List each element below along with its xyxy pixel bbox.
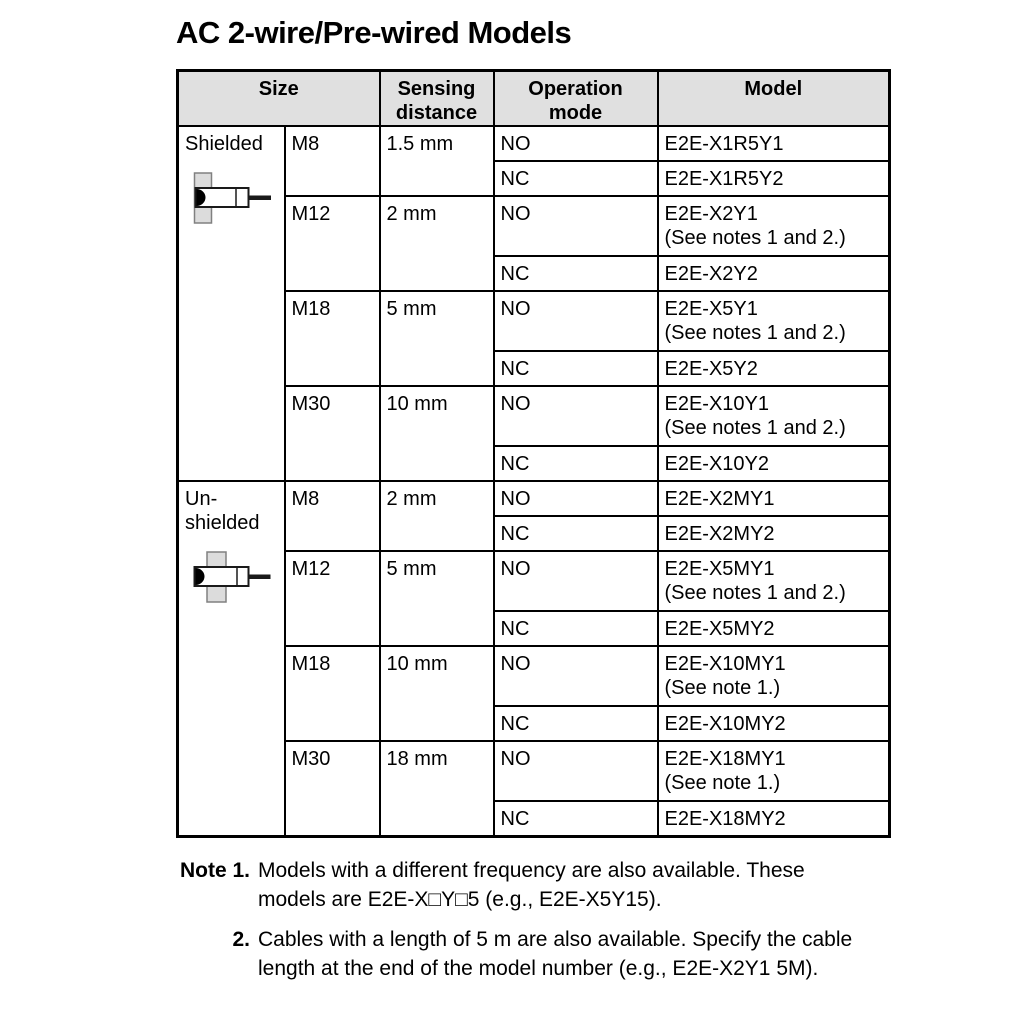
col-header-operation-mode: Operation mode bbox=[494, 71, 658, 127]
operation-mode-cell: NC bbox=[494, 161, 658, 196]
operation-mode-cell: NO bbox=[494, 481, 658, 516]
model-cell bbox=[658, 196, 890, 256]
operation-mode-cell: NO bbox=[494, 551, 658, 611]
operation-mode-cell: NC bbox=[494, 516, 658, 551]
model-number: E2E-X2Y2 bbox=[664, 263, 758, 285]
size-cell: M18 bbox=[285, 291, 380, 386]
model-cell bbox=[658, 291, 890, 351]
operation-mode-cell: NO bbox=[494, 291, 658, 351]
operation-mode-cell: NC bbox=[494, 256, 658, 291]
table-row bbox=[178, 741, 890, 801]
model-number: E2E-X2MY2 bbox=[664, 523, 775, 545]
model-note-ref: (See notes 1 and 2.) bbox=[664, 582, 846, 604]
model-cell bbox=[658, 741, 890, 801]
model-cell bbox=[658, 126, 890, 161]
sensing-distance-cell: 10 mm bbox=[380, 646, 494, 741]
sensing-distance-cell: 5 mm bbox=[380, 291, 494, 386]
models-table bbox=[176, 69, 891, 838]
operation-mode-cell: NC bbox=[494, 801, 658, 836]
operation-mode-cell: NC bbox=[494, 446, 658, 481]
model-cell bbox=[658, 646, 890, 706]
model-cell bbox=[658, 351, 890, 386]
size-cell: M8 bbox=[285, 126, 380, 196]
operation-mode-cell: NO bbox=[494, 646, 658, 706]
note-1-text: Models with a different frequency are also available. These models are E2E-X□Y□5 (e.g., E2E-X5Y15). bbox=[258, 858, 805, 911]
model-cell bbox=[658, 256, 890, 291]
size-group-unshielded bbox=[178, 481, 285, 836]
size-group-label: Un-shielded bbox=[185, 488, 260, 534]
operation-mode-cell: NC bbox=[494, 706, 658, 741]
col-header-model: Model bbox=[658, 71, 890, 127]
shielded-sensor-icon bbox=[193, 172, 283, 224]
model-note-ref: (See notes 1 and 2.) bbox=[664, 417, 846, 439]
note-2 bbox=[176, 925, 866, 983]
model-number: E2E-X2MY1 bbox=[664, 488, 775, 510]
sensing-distance-cell: 2 mm bbox=[380, 196, 494, 291]
note-2-label: 2. bbox=[232, 927, 250, 951]
model-cell bbox=[658, 516, 890, 551]
size-cell: M12 bbox=[285, 196, 380, 291]
note-1-label: Note 1. bbox=[179, 858, 250, 882]
page-title: AC 2-wire/Pre-wired Models bbox=[176, 15, 572, 50]
model-note-ref: (See notes 1 and 2.) bbox=[664, 322, 846, 344]
model-number: E2E-X10MY1 bbox=[664, 653, 786, 675]
model-number: E2E-X1R5Y1 bbox=[664, 133, 784, 155]
operation-mode-cell: NO bbox=[494, 741, 658, 801]
model-cell bbox=[658, 481, 890, 516]
sensing-distance-cell: 10 mm bbox=[380, 386, 494, 481]
table-row bbox=[178, 196, 890, 256]
model-number: E2E-X5MY2 bbox=[664, 618, 775, 640]
size-cell: M8 bbox=[285, 481, 380, 551]
note-1 bbox=[176, 856, 866, 914]
sensing-distance-cell: 5 mm bbox=[380, 551, 494, 646]
model-number: E2E-X5Y1 bbox=[664, 298, 758, 320]
size-group-label: Shielded bbox=[185, 133, 263, 155]
table-row bbox=[178, 646, 890, 706]
operation-mode-cell: NC bbox=[494, 611, 658, 646]
table-row bbox=[178, 126, 890, 161]
note-2-text: Cables with a length of 5 m are also available. Specify the cable length at the end of the model number (e.g., E2E-X2Y1 5M). bbox=[258, 927, 853, 980]
notes-section bbox=[176, 856, 866, 983]
model-note-ref: (See notes 1 and 2.) bbox=[664, 227, 846, 249]
model-cell bbox=[658, 446, 890, 481]
size-cell: M12 bbox=[285, 551, 380, 646]
operation-mode-cell: NC bbox=[494, 351, 658, 386]
model-note-ref: (See note 1.) bbox=[664, 772, 781, 794]
model-number: E2E-X18MY1 bbox=[664, 748, 786, 770]
model-cell bbox=[658, 801, 890, 836]
model-cell bbox=[658, 551, 890, 611]
operation-mode-cell: NO bbox=[494, 126, 658, 161]
model-cell bbox=[658, 386, 890, 446]
table-row bbox=[178, 551, 890, 611]
size-cell: M30 bbox=[285, 741, 380, 836]
table-header-row bbox=[178, 71, 890, 127]
unshielded-sensor-icon bbox=[193, 551, 283, 603]
table-row bbox=[178, 386, 890, 446]
sensing-distance-cell: 2 mm bbox=[380, 481, 494, 551]
size-cell: M18 bbox=[285, 646, 380, 741]
model-number: E2E-X18MY2 bbox=[664, 808, 786, 830]
model-number: E2E-X10Y1 bbox=[664, 393, 770, 415]
model-note-ref: (See note 1.) bbox=[664, 677, 781, 699]
table-row bbox=[178, 291, 890, 351]
model-number: E2E-X5Y2 bbox=[664, 358, 758, 380]
operation-mode-cell: NO bbox=[494, 386, 658, 446]
sensing-distance-cell: 1.5 mm bbox=[380, 126, 494, 196]
size-group-shielded bbox=[178, 126, 285, 481]
model-number: E2E-X10MY2 bbox=[664, 713, 786, 735]
table-row bbox=[178, 481, 890, 516]
col-header-sensing-distance: Sensing distance bbox=[380, 71, 494, 127]
model-number: E2E-X10Y2 bbox=[664, 453, 770, 475]
model-cell bbox=[658, 706, 890, 741]
model-number: E2E-X2Y1 bbox=[664, 203, 758, 225]
operation-mode-cell: NO bbox=[494, 196, 658, 256]
model-cell bbox=[658, 611, 890, 646]
col-header-size: Size bbox=[178, 71, 380, 127]
sensing-distance-cell: 18 mm bbox=[380, 741, 494, 836]
size-cell: M30 bbox=[285, 386, 380, 481]
model-cell bbox=[658, 161, 890, 196]
model-number: E2E-X5MY1 bbox=[664, 558, 775, 580]
model-number: E2E-X1R5Y2 bbox=[664, 168, 784, 190]
